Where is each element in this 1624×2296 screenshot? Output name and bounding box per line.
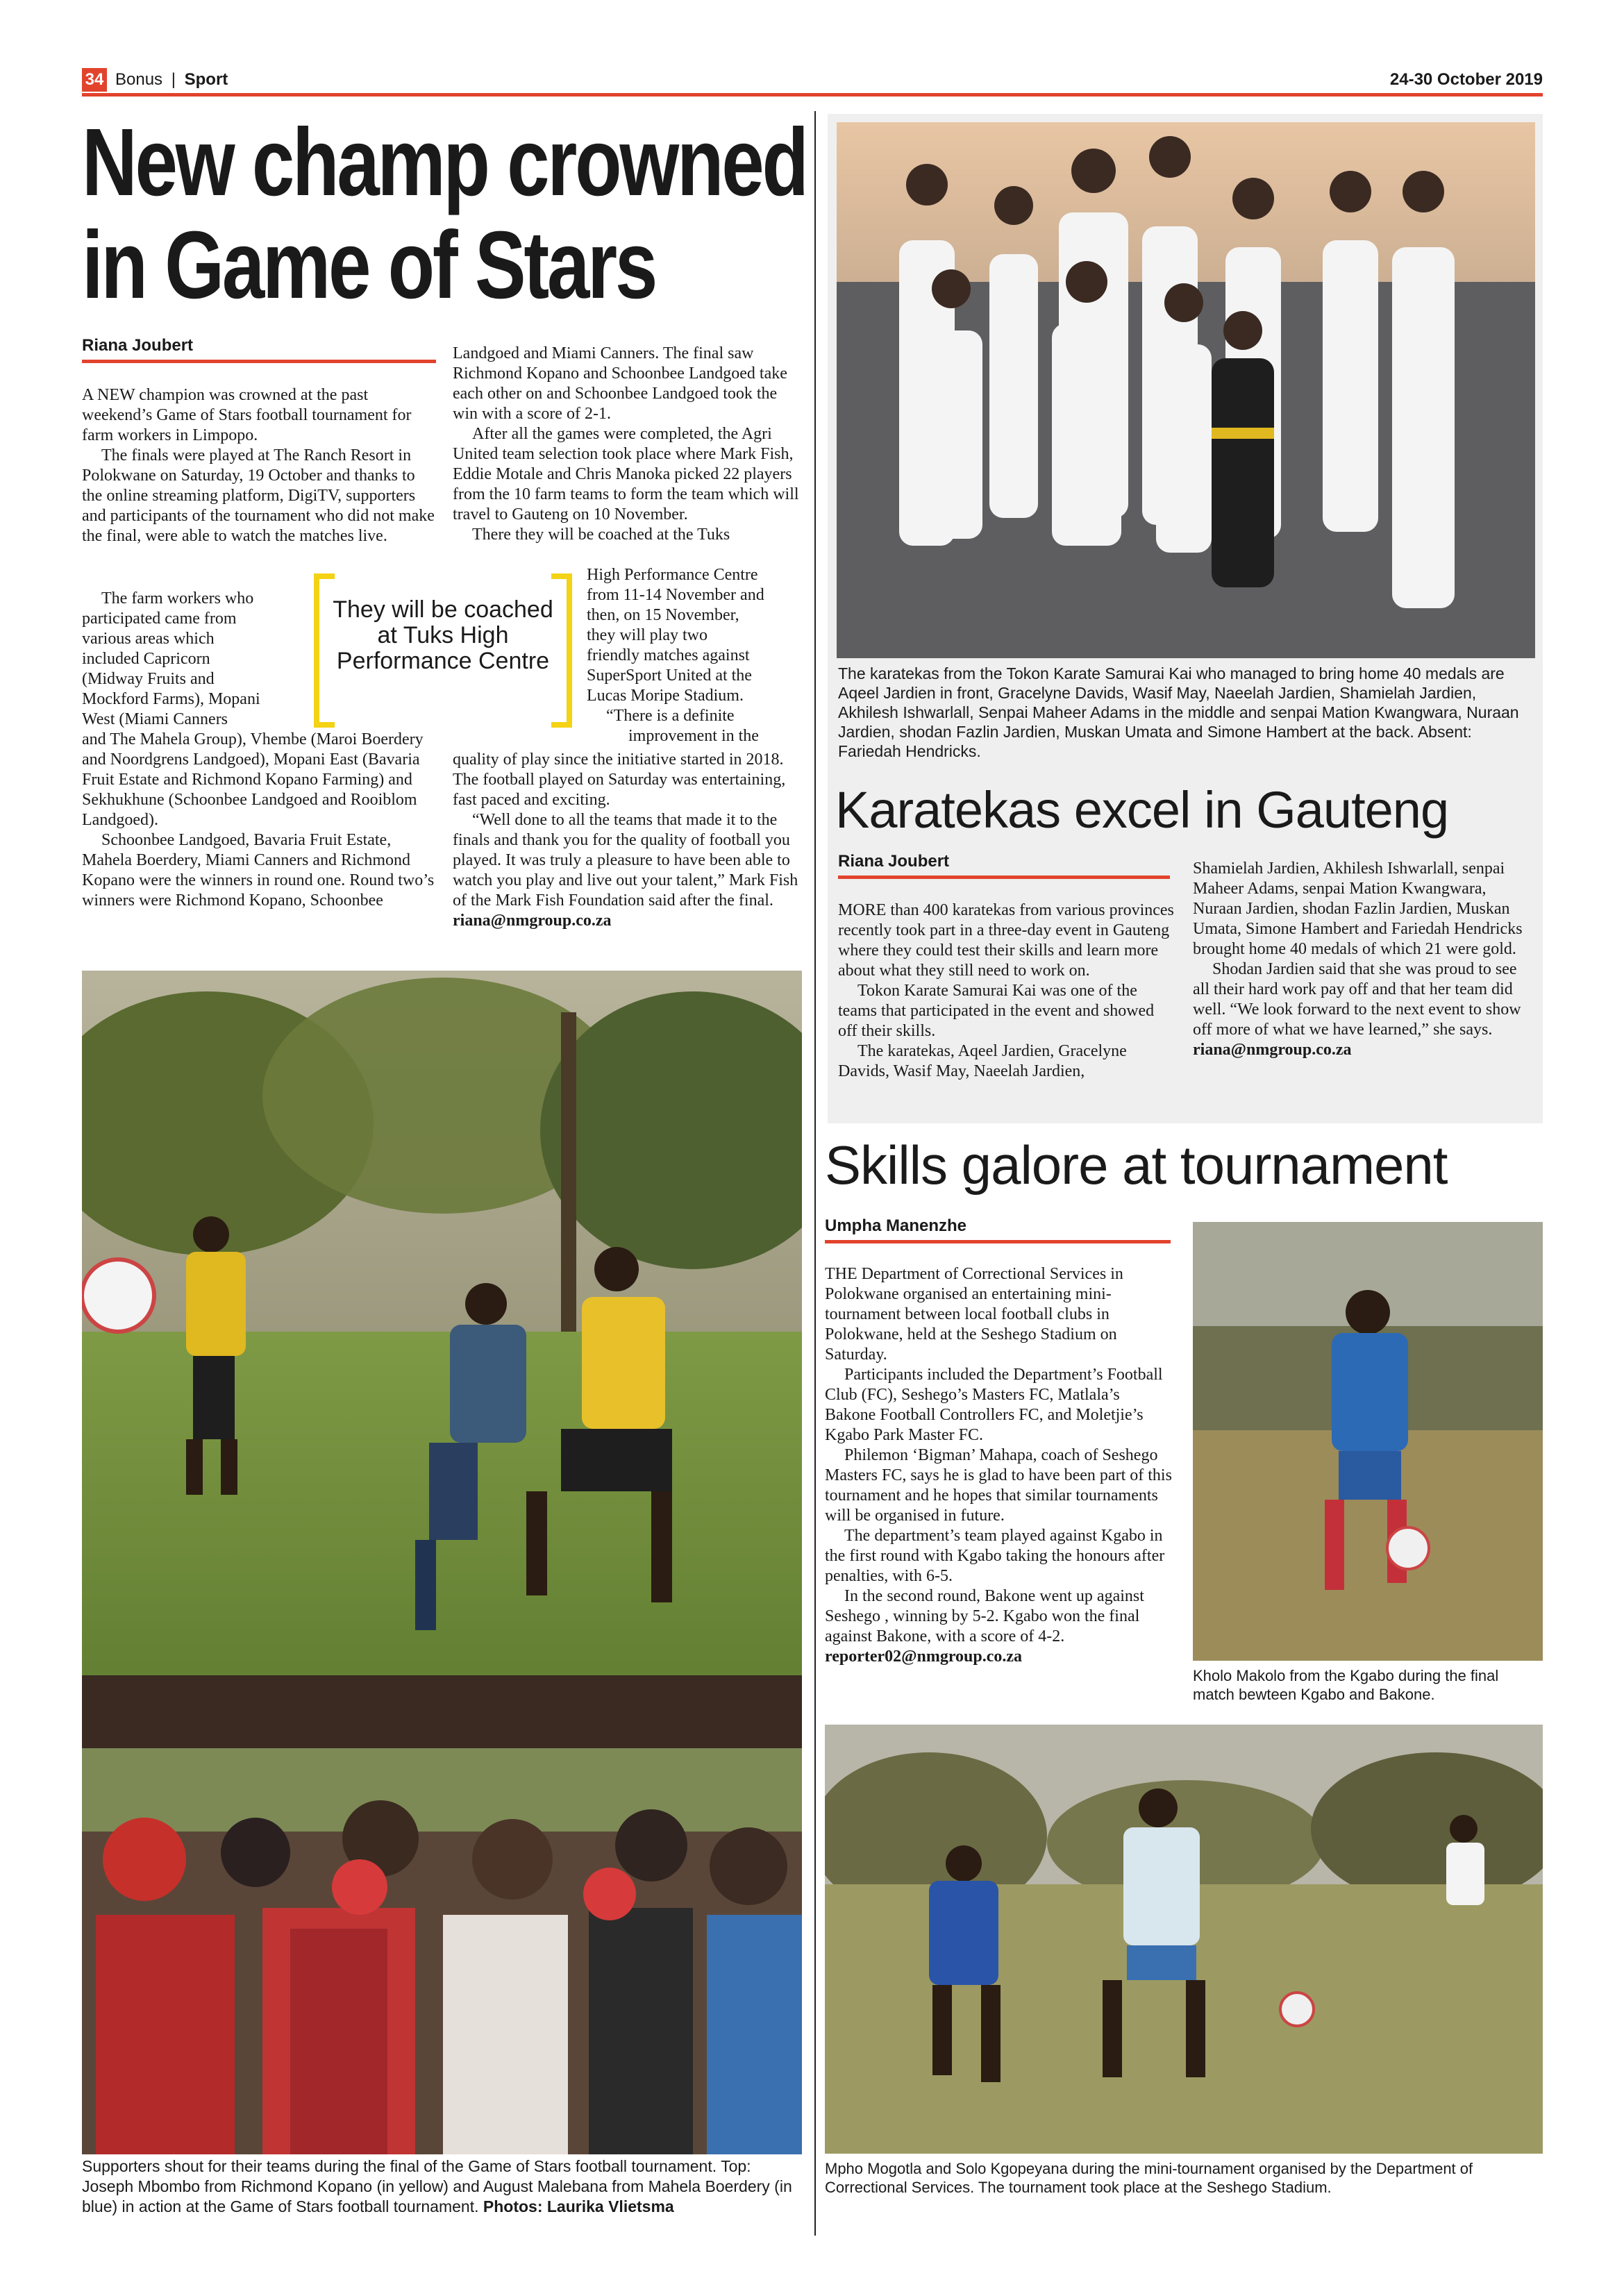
main-headline-line1: New champ crowned <box>82 109 807 216</box>
page-number-badge: 34 <box>82 68 107 92</box>
main-paragraph: After all the games were completed, the Agri United team selection took place where Mark Fish, Eddie Motale and Chris Manoka picked 22 players from the 10 farm teams to form the team which will travel to Gauteng on 10 November. <box>453 425 799 523</box>
skills-byline-rule <box>825 1240 1171 1243</box>
karate-photo-caption: The karatekas from the Tokon Karate Samurai Kai who managed to bring home 40 medals are Aqeel Jardien in front, Gracelyne Davids, Wasif May, Naeelah Jardien, Shamielah Jardien, Akhilesh Ishwarlall, Senpai Maheer Adams in the middle and senpai Mation Kwangwara, Nuraan Jardien, shodan Fazlin Jardien, Muskan Umata and Simone Hambert at the back. Absent: Fariedah Hendricks. <box>838 664 1519 760</box>
wrap-line: they will play two <box>587 626 708 644</box>
main-column-1-wrap <box>82 589 304 730</box>
main-headline-line2: in Game of Stars <box>82 212 656 319</box>
wrap-line: (Midway Fruits and <box>82 670 215 688</box>
section-separator: | <box>171 70 176 89</box>
main-email: riana@nmgroup.co.za <box>453 912 612 930</box>
main-paragraph: “Well done to all the teams that made it to the finals and thank you for the quality of football you played. It was truly a pleasure to have been able to watch you play and live out your talent,” Mark Fish of the Mark Fish Foundation said after the final. <box>453 811 798 910</box>
pull-quote <box>314 573 572 722</box>
main-column-2-end <box>453 750 801 931</box>
supporters-photo <box>82 1748 802 2154</box>
main-byline-rule <box>82 360 436 363</box>
karate-column-1 <box>838 900 1175 1082</box>
skills-paragraph: Philemon ‘Bigman’ Mahapa, coach of Seshego Masters FC, says he is glad to have been part of this tournament and he hopes that similar tournaments will be organised in future. <box>825 1446 1172 1525</box>
wrap-line: improvement in the <box>628 727 759 745</box>
section-name: Bonus <box>115 70 163 89</box>
main-photo-caption <box>82 2156 804 2217</box>
main-headline <box>82 109 807 319</box>
skills-headline: Skills galore at tournament <box>825 1134 1448 1196</box>
main-paragraph: A NEW champion was crowned at the past weekend’s Game of Stars football tournament for farm workers in Limpopo. <box>82 386 412 444</box>
karate-paragraph: Tokon Karate Samurai Kai was one of the teams that participated in the event and showed off their skills. <box>838 982 1155 1040</box>
main-byline: Riana Joubert <box>82 336 194 355</box>
header-rule <box>82 93 1543 97</box>
wrap-line: various areas which <box>82 630 215 648</box>
wrap-line: West (Miami Canners <box>82 710 228 728</box>
pull-quote-text: They will be coached at Tuks High Performance Centre <box>333 596 553 674</box>
karate-paragraph: Shodan Jardien said that she was proud to see all their hard work pay off and that her team did well. “We look forward to the next event to show off more of what we have learned,” she says. <box>1193 960 1521 1039</box>
main-column-2-wrap <box>587 565 809 746</box>
skills-kick-caption: Kholo Makolo from the Kgabo during the final match bewteen Kgabo and Bakone. <box>1193 1667 1499 1703</box>
main-photo-caption-text: Supporters shout for their teams during the final of the Game of Stars football tournament. Top: Joseph Mbombo from Richmond Kopano (in yellow) and August Malebana from Mahela Boerdery (in blue) in action at the Game of Stars football tournament. <box>82 2157 792 2215</box>
wrap-line: from 11-14 November and <box>587 586 764 604</box>
subsection-name: Sport <box>184 70 228 89</box>
skills-paragraph: The department’s team played against Kgabo in the first round with Kgabo taking the honours after penalties, with 6-5. <box>825 1527 1165 1585</box>
main-paragraph: Schoonbee Landgoed, Bavaria Fruit Estate, Mahela Boerdery, Miami Canners and Richmond Kopano were the winners in round one. Round two’s winners were Richmond Kopano, Schoonbee <box>82 831 435 910</box>
wrap-line: participated came from <box>82 610 237 628</box>
section-label <box>115 69 228 90</box>
karate-headline: Karatekas excel in Gauteng <box>835 781 1449 839</box>
skills-email: reporter02@nmgroup.co.za <box>825 1648 1023 1666</box>
column-divider <box>814 111 816 2236</box>
main-paragraph: There they will be coached at the Tuks <box>472 526 730 544</box>
main-column-1-end <box>82 730 436 911</box>
karate-byline: Riana Joubert <box>838 852 950 871</box>
wrap-line: “There is a definite <box>606 707 735 725</box>
wrap-line: Mockford Farms), Mopani <box>82 690 260 708</box>
main-column-1 <box>82 385 436 546</box>
wrap-line: The farm workers who <box>101 589 254 607</box>
karate-team-photo <box>837 122 1535 658</box>
skills-paragraph: Participants included the Department’s Football Club (FC), Seshego’s Masters FC, Matlala’s Bakone Football Controllers FC, and Moletjie’s Kgabo Park Master FC. <box>825 1366 1163 1444</box>
football-action-photo <box>82 971 802 1748</box>
karate-byline-rule <box>838 875 1170 879</box>
wrap-line: SuperSport United at the <box>587 667 752 685</box>
skills-paragraph: THE Department of Correctional Services in Polokwane organised an entertaining mini-tournament between local football clubs in Polokwane, held at the Seshego Stadium on Saturday. <box>825 1265 1123 1364</box>
skills-body <box>825 1264 1173 1667</box>
skills-kick-photo <box>1193 1222 1543 1661</box>
main-column-2-top <box>453 344 801 545</box>
page-header <box>82 64 1543 94</box>
skills-paragraph: In the second round, Bakone went up against Seshego , winning by 5-2. Kgabo won the final against Bakone, with a score of 4-2. <box>825 1587 1144 1645</box>
skills-match-caption: Mpho Mogotla and Solo Kgopeyana during the mini-tournament organised by the Department of Correctional Services. The tournament took place at the Seshego Stadium. <box>825 2160 1473 2196</box>
wrap-line: then, on 15 November, <box>587 606 739 624</box>
issue-date: 24-30 October 2019 <box>1389 70 1543 89</box>
karate-paragraph: Shamielah Jardien, Akhilesh Ishwarlall, senpai Maheer Adams, senpai Mation Kwangwara, Nuraan Jardien, shodan Fazlin Jardien, Muskan Umata, Simone Hambert and Fariedah Hendricks brought home 40 medals of which 21 were gold. <box>1193 860 1523 958</box>
wrap-line: High Performance Centre <box>587 566 758 584</box>
wrap-line: Lucas Moripe Stadium. <box>587 687 744 705</box>
karate-paragraph: MORE than 400 karatekas from various provinces recently took part in a three-day event in Gauteng where they could test their skills and learn more about what they still need to work on. <box>838 901 1174 980</box>
main-paragraph: The finals were played at The Ranch Resort in Polokwane on Saturday, 19 October and thanks to the online streaming platform, DigiTV, supporters and participants of the tournament who did not make the final, were able to watch the matches live. <box>82 446 435 545</box>
main-paragraph: and The Mahela Group), Vhembe (Maroi Boerdery and Noordgrens Landgoed), Mopani East (Bavaria Fruit Estate and Richmond Kopano Farming) and Sekhukhune (Schoonbee Landgoed and Rooiblom Landgoed). <box>82 730 424 829</box>
main-paragraph: quality of play since the initiative started in 2018. The football played on Saturday was entertaining, fast paced and exciting. <box>453 751 786 809</box>
wrap-line: friendly matches against <box>587 646 750 664</box>
main-paragraph: Landgoed and Miami Canners. The final saw Richmond Kopano and Schoonbee Landgoed take each other on and Schoonbee Landgoed took the win with a score of 2-1. <box>453 344 787 423</box>
karate-paragraph: The karatekas, Aqeel Jardien, Gracelyne Davids, Wasif May, Naeelah Jardien, <box>838 1042 1127 1080</box>
main-photo-credit: Photos: Laurika Vlietsma <box>483 2197 674 2215</box>
skills-byline: Umpha Manenzhe <box>825 1216 967 1235</box>
pull-quote-bracket-right <box>551 573 572 728</box>
karate-email: riana@nmgroup.co.za <box>1193 1041 1352 1059</box>
skills-match-photo <box>825 1725 1543 2154</box>
karate-column-2 <box>1193 859 1533 1060</box>
wrap-line: included Capricorn <box>82 650 210 668</box>
